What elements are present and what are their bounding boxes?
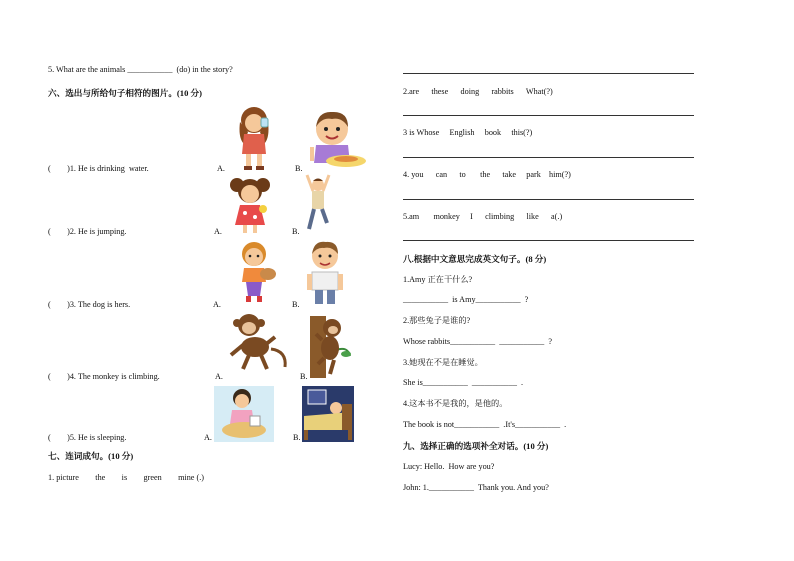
item-3-option-b: B. [292,300,300,309]
question-8-2-chinese: 2.那些兔子是谁的? [403,316,471,325]
item-4-option-b: B. [300,372,308,381]
dialogue-line-2: John: 1.___________ Thank you. And you? [403,483,549,492]
section-9-title: 九、选择正确的选项补全对话。(10 分) [403,441,549,451]
item-2-option-a: A. [214,227,222,236]
question-8-3-chinese: 3.她现在不是在睡觉。 [403,358,483,367]
section-6-title: 六、选出与所给句子相符的图片。(10 分) [48,88,202,98]
sentence-7-4: 4. you can to the take park him(?) [403,170,571,179]
sentence-7-5: 5.am monkey I climbing like a(.) [403,212,563,221]
item-1-option-a: A. [217,164,225,173]
girl-sitting-picture [214,386,274,442]
item-3-text: ( )3. The dog is hers. [48,300,131,309]
sentence-7-1: 1. picture the is green mine (.) [48,473,204,482]
girl-drinking-water-picture [228,102,280,172]
question-8-4-chinese: 4.这本书不是我的，是他的。 [403,399,508,408]
item-5-text: ( )5. He is sleeping. [48,433,127,442]
sentence-7-2: 2.are these doing rabbits What(?) [403,87,553,96]
sentence-7-3: 3 is Whose English book this(?) [403,128,533,137]
item-2-option-b: B. [292,227,300,236]
item-4-option-a: A. [215,372,223,381]
question-8-2-english: Whose rabbits___________ ___________ ? [403,337,552,346]
answer-line [403,73,694,74]
answer-line [403,240,694,241]
boy-standing-picture [302,238,348,306]
answer-line [403,199,694,200]
boy-eating-picture [302,105,368,171]
question-8-1-chinese: 1.Amy 正在干什么? [403,275,473,284]
section-8-title: 八.根据中文意思完成英文句子。(8 分) [403,254,547,264]
answer-line [403,115,694,116]
item-1-text: ( )1. He is drinking water. [48,164,149,173]
girl-with-dog-picture [230,240,280,304]
question-8-3-english: She is___________ ___________ . [403,378,524,387]
item-1-option-b: B. [295,164,303,173]
question-8-4-english: The book is not___________ .It's___________ . [403,420,567,429]
girl-with-flowers-picture [227,175,273,235]
item-4-text: ( )4. The monkey is climbing. [48,372,160,381]
item-5-option-a: A. [204,433,212,442]
dialogue-line-1: Lucy: Hello. How are you? [403,462,495,471]
monkey-walking-picture [225,311,291,373]
item-3-option-a: A. [213,300,221,309]
boy-jumping-picture [303,173,335,235]
question-8-1-english: ___________ is Amy___________ ? [403,295,529,304]
answer-line [403,157,694,158]
section-7-title: 七、连词成句。(10 分) [48,451,134,461]
monkey-climbing-tree-picture [308,316,352,378]
question-5: 5. What are the animals ___________ (do) in the story? [48,65,233,74]
item-2-text: ( )2. He is jumping. [48,227,127,236]
boy-sleeping-in-bed-picture [302,386,354,442]
item-5-option-b: B. [293,433,301,442]
